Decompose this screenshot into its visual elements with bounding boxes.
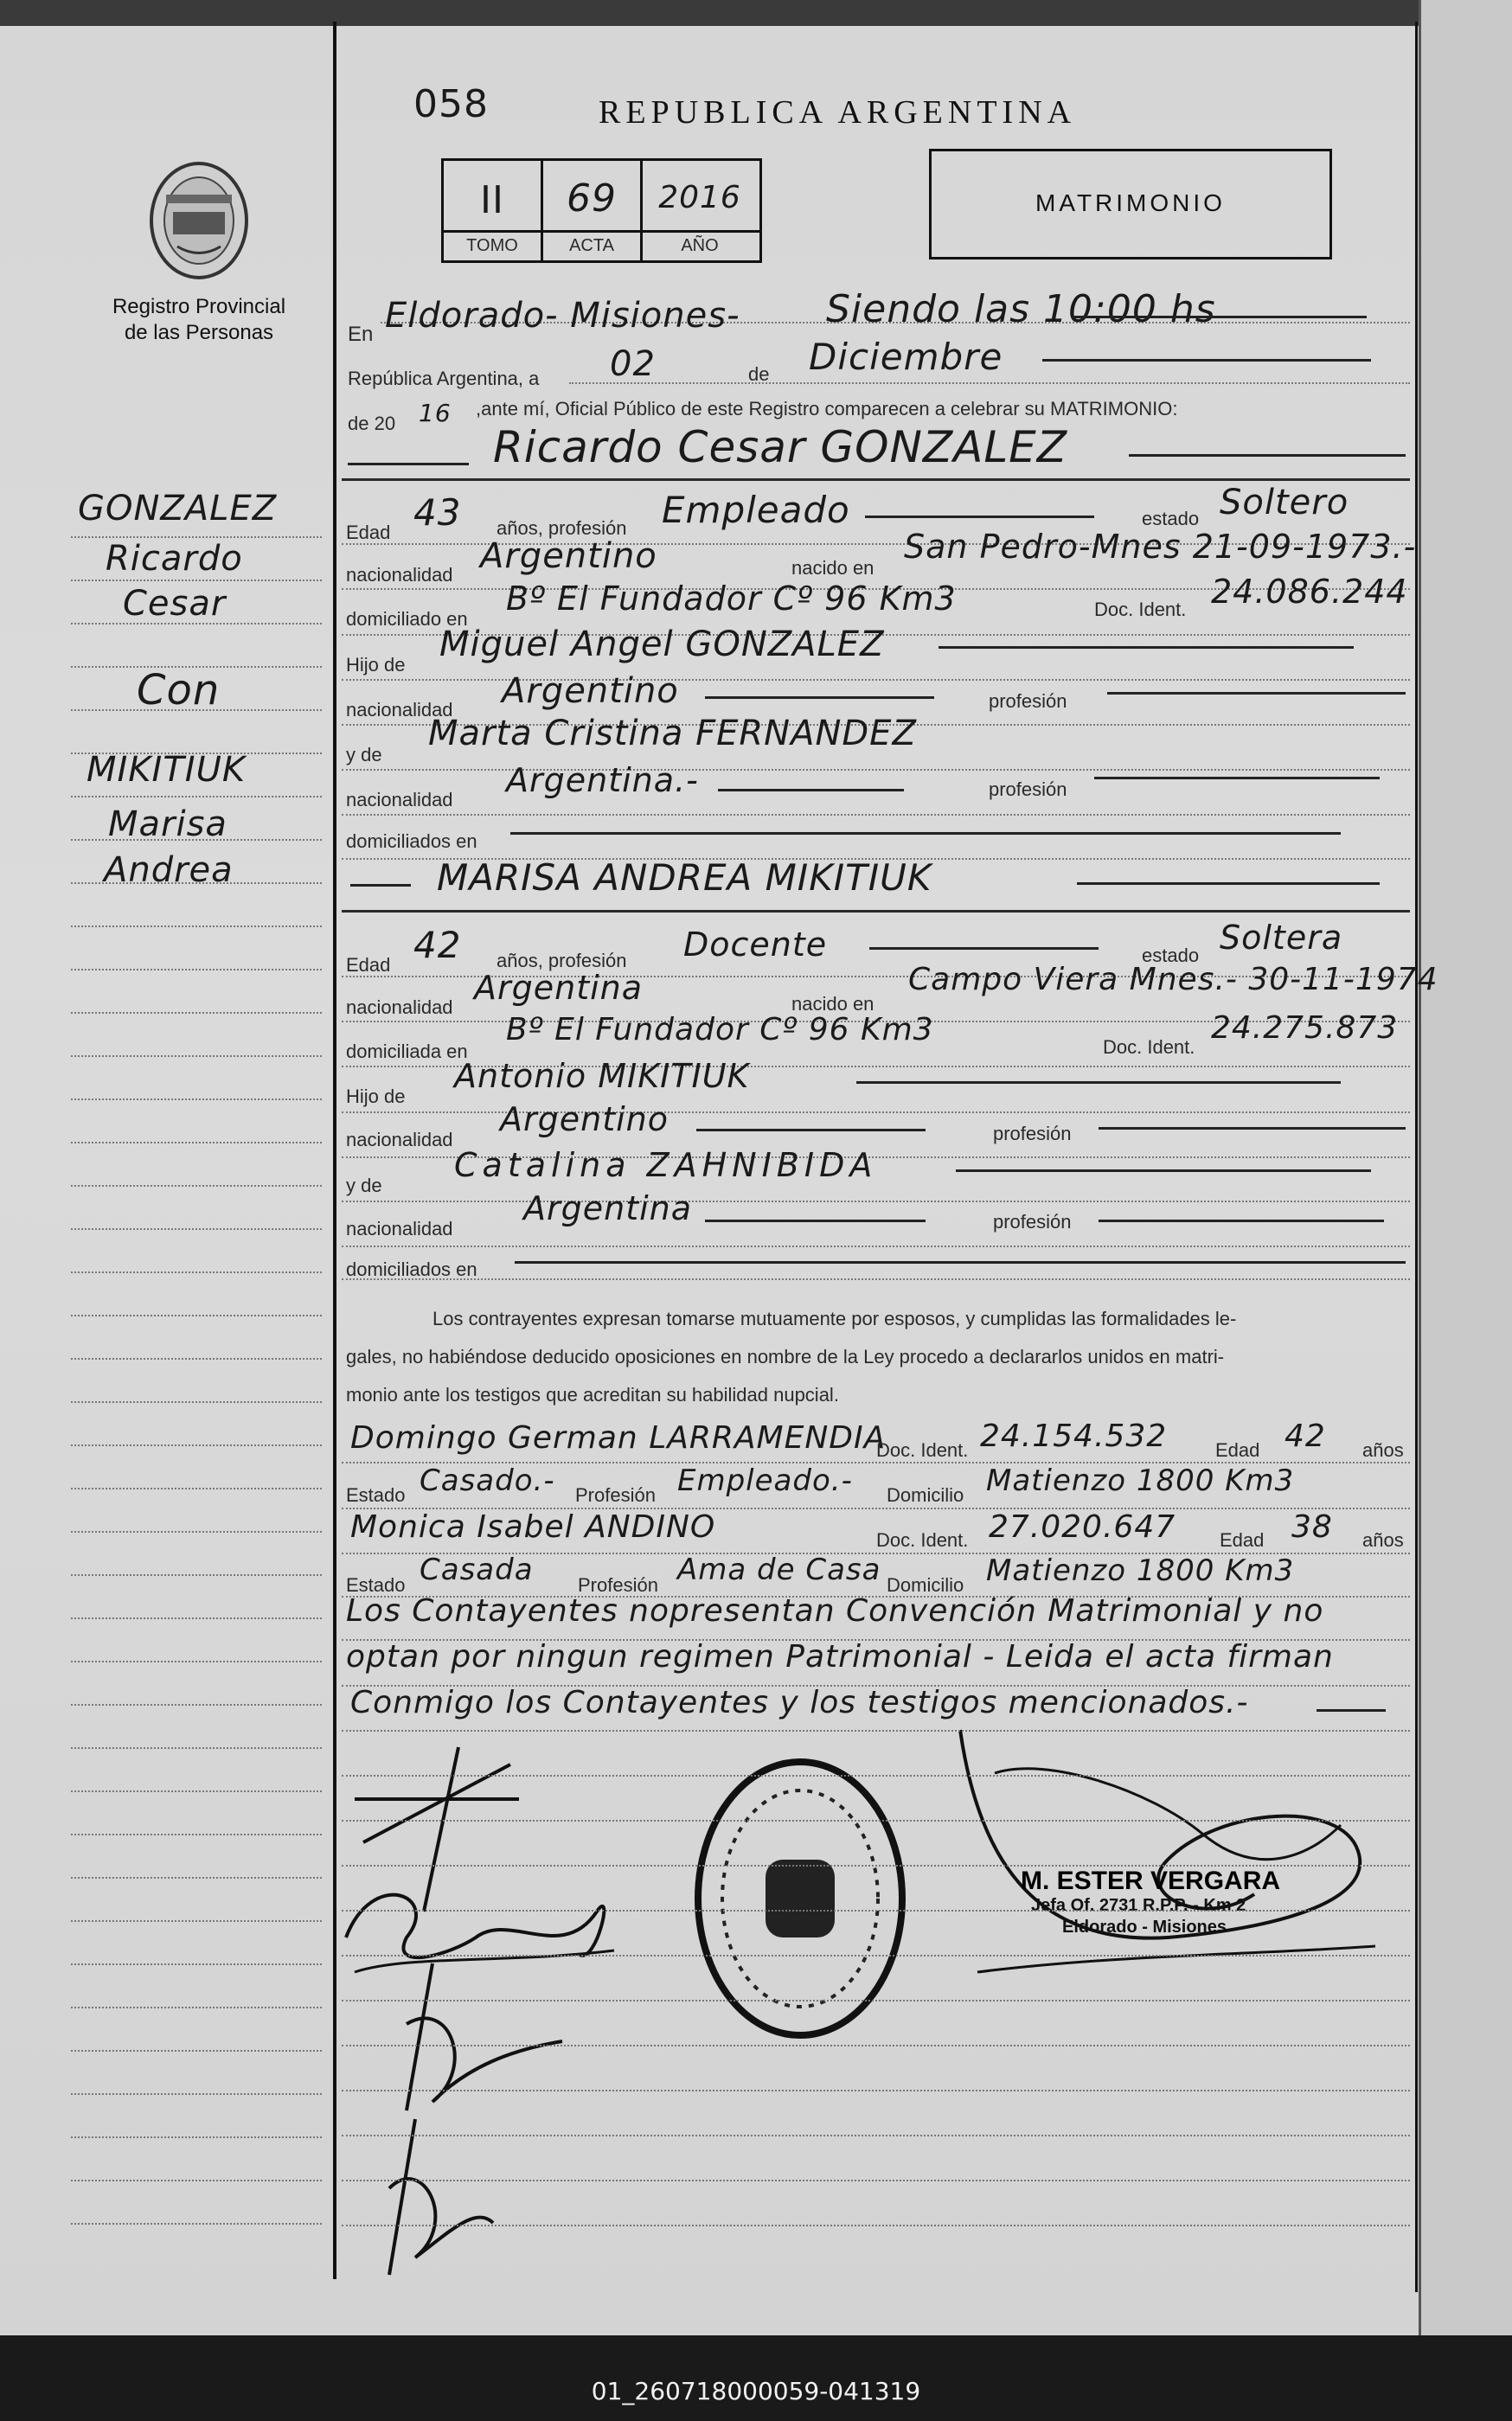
ruled-line	[342, 1910, 1410, 1912]
record-type: MATRIMONIO	[1035, 189, 1226, 216]
groom-nacionalidad-label: nacionalidad	[346, 564, 453, 586]
declaration-line-3: monio ante los testigos que acreditan su habilidad nupcial.	[346, 1384, 839, 1406]
tomo-value: II	[480, 178, 504, 222]
groom-domiciliados-label: domiciliados en	[346, 830, 477, 852]
page-number: 058	[413, 82, 489, 126]
groom-hijo-label: Hijo de	[346, 654, 406, 676]
witness-1-anos-label: años	[1362, 1439, 1404, 1461]
ruled-line	[71, 2180, 322, 2181]
declaration-line-1: Los contrayentes expresan tomarse mutuamente por esposos, y cumplidas las formalidades le-	[432, 1308, 1237, 1329]
ruled-line	[71, 1834, 322, 1835]
ceremony-time: Siendo las 10:00 hs	[826, 287, 1216, 331]
ruled-line	[71, 1142, 322, 1143]
witness-1-edad-label: Edad	[1215, 1439, 1260, 1461]
scan-top-edge	[0, 0, 1512, 26]
acta-value: 69	[567, 176, 617, 221]
bride-estado: Soltera	[1220, 919, 1343, 957]
anio-label: AÑO	[681, 236, 719, 255]
ruled-line	[71, 1920, 322, 1922]
groom-age: 43	[413, 491, 462, 534]
scan-right-edge	[1419, 0, 1512, 2335]
witness-2-doc-label: Doc. Ident.	[876, 1529, 969, 1551]
tomo-label: TOMO	[466, 236, 518, 255]
notes-line-3: Conmigo los Contayentes y los testigos mencionados.-	[350, 1685, 1249, 1720]
bride-father-prof-label: profesión	[993, 1123, 1072, 1144]
bride-birth: Campo Viera Mnes.- 30-11-1974	[908, 962, 1438, 997]
witness-2-estado: Casada	[420, 1553, 534, 1587]
ruled-line	[71, 666, 322, 668]
registry-line-2: de las Personas	[124, 321, 274, 344]
groom-mother-nat-label: nacionalidad	[346, 789, 453, 810]
ruled-line	[71, 839, 322, 841]
ruled-line	[71, 969, 322, 970]
witness-1-estado: Casado.-	[420, 1463, 555, 1498]
witness-1-profesion-label: Profesión	[575, 1484, 656, 1506]
margin-line: GONZALEZ	[78, 489, 278, 528]
witness-1-age: 42	[1285, 1419, 1326, 1454]
bride-domicilio-label: domiciliada en	[346, 1041, 468, 1062]
year-suffix: 16	[419, 399, 452, 427]
ruled-line	[342, 2045, 1410, 2046]
ruled-line	[342, 2180, 1410, 2181]
bride-profession: Docente	[683, 925, 828, 964]
bride-name: MARISA ANDREA MIKITIUK	[437, 856, 932, 899]
groom-address: Bº El Fundador Cº 96 Km3	[506, 580, 957, 618]
right-border	[1415, 22, 1418, 2292]
witness-2-profesion-label: Profesión	[578, 1574, 658, 1596]
groom-mother-nat: Argentina.-	[506, 761, 699, 799]
groom-profesion-label: años, profesión	[497, 517, 627, 539]
groom-nacido-label: nacido en	[791, 557, 875, 579]
ruled-line	[342, 1865, 1410, 1867]
ruled-line	[71, 1098, 322, 1100]
ruled-line	[71, 1704, 322, 1706]
ruled-line	[71, 1228, 322, 1230]
country-title: REPUBLICA ARGENTINA	[599, 94, 1077, 131]
bride-mother-prof-label: profesión	[993, 1211, 1072, 1233]
witness-2-address: Matienzo 1800 Km3	[986, 1553, 1295, 1588]
margin-separator	[333, 22, 336, 2279]
margin-line: Andrea	[104, 850, 234, 890]
ruled-line	[71, 1315, 322, 1316]
bride-mother-nat: Argentina	[523, 1189, 693, 1227]
ruled-line	[71, 1401, 322, 1403]
de-label: de	[748, 363, 770, 385]
ruled-line	[342, 1730, 1410, 1732]
ruled-line	[71, 623, 322, 624]
margin-line: Cesar	[123, 584, 227, 624]
bride-domiciliados-label: domiciliados en	[346, 1259, 477, 1280]
ruled-line	[71, 1747, 322, 1749]
registry-label	[86, 294, 311, 346]
official-signature	[943, 1721, 1393, 1998]
bride-profesion-label: años, profesión	[497, 950, 627, 971]
ceremony-month: Diciembre	[809, 336, 1003, 378]
ruled-line	[71, 925, 322, 927]
ceremony-day: 02	[610, 344, 656, 384]
ruled-line	[71, 753, 322, 754]
ruled-line	[71, 536, 322, 538]
ruled-line	[71, 2136, 322, 2138]
bride-nacido-label: nacido en	[791, 993, 875, 1015]
groom-mother-prof-label: profesión	[989, 778, 1067, 800]
year-prefix: de 20	[348, 413, 396, 434]
province-seal	[147, 160, 251, 281]
witness-2-age: 38	[1291, 1509, 1333, 1545]
ruled-line	[71, 1012, 322, 1014]
ruled-line	[71, 1444, 322, 1446]
ruled-line	[71, 1055, 322, 1057]
acta-label: ACTA	[569, 236, 614, 255]
witness-2-name: Monica Isabel ANDINO	[350, 1509, 716, 1545]
bride-hijo-label: Hijo de	[346, 1086, 406, 1107]
ruled-line	[71, 1531, 322, 1533]
anio-value: 2016	[658, 180, 741, 215]
bride-nationality: Argentina	[474, 969, 644, 1007]
ruled-line	[71, 1358, 322, 1360]
groom-estado-label: estado	[1142, 508, 1200, 529]
witness-1-doc-label: Doc. Ident.	[876, 1439, 969, 1461]
bride-doc: 24.275.873	[1211, 1010, 1399, 1046]
ruled-line	[342, 1775, 1410, 1777]
ruled-line	[71, 1488, 322, 1489]
witness-1-domicilio-label: Domicilio	[887, 1484, 964, 1506]
ruled-line	[71, 1790, 322, 1792]
witness-2-estado-label: Estado	[346, 1574, 406, 1596]
official-stamp-name: M. ESTER VERGARA	[1021, 1867, 1281, 1895]
groom-father-nat-label: nacionalidad	[346, 699, 453, 721]
groom-yde-label: y de	[346, 744, 382, 765]
bride-age: 42	[413, 924, 462, 966]
bride-father: Antonio MIKITIUK	[454, 1057, 750, 1095]
intro-statement: ,ante mí, Oficial Público de este Registro comparecen a celebrar su MATRIMONIO:	[476, 398, 1178, 420]
margin-line: MIKITIUK	[86, 750, 247, 790]
ruled-line	[71, 1617, 322, 1619]
groom-estado: Soltero	[1220, 483, 1349, 522]
groom-doc: 24.086.244	[1211, 573, 1408, 611]
ruled-line	[71, 1185, 322, 1187]
ruled-line	[71, 2093, 322, 2095]
notes-line-1: Los Contayentes nopresentan Convención Matrimonial y no	[346, 1593, 1324, 1629]
bride-nacionalidad-label: nacionalidad	[346, 996, 453, 1018]
official-stamp-place: Eldorado - Misiones	[1062, 1918, 1227, 1937]
margin-line: Marisa	[108, 804, 227, 844]
registry-line-1: Registro Provincial	[112, 295, 286, 318]
margin-line: Con	[137, 666, 221, 714]
groom-nationality: Argentino	[480, 536, 657, 576]
declaration-line-2: gales, no habiéndose deducido oposiciones en nombre de la Ley procedo a declararlos unidos en matri-	[346, 1346, 1225, 1367]
bride-estado-label: estado	[1142, 945, 1200, 966]
ruled-line	[342, 1955, 1410, 1957]
groom-domicilio-label: domiciliado en	[346, 608, 468, 630]
bride-father-nat-label: nacionalidad	[346, 1129, 453, 1150]
republica-label: República Argentina, a	[348, 368, 540, 389]
witness-1-name: Domingo German LARRAMENDIA	[350, 1420, 887, 1456]
groom-father-nat: Argentino	[502, 671, 679, 711]
ruled-line	[71, 709, 322, 711]
ruled-line	[71, 1963, 322, 1965]
witness-1-profession: Empleado.-	[677, 1463, 853, 1498]
bride-address: Bº El Fundador Cº 96 Km3	[506, 1012, 934, 1047]
witness-2-profession: Ama de Casa	[677, 1553, 881, 1587]
ceremony-place: Eldorado- Misiones-	[385, 296, 740, 336]
ruled-line	[71, 1271, 322, 1273]
ruled-line	[71, 2223, 322, 2225]
ruled-line	[71, 2007, 322, 2008]
ruled-line	[71, 2050, 322, 2052]
ruled-line	[342, 2090, 1410, 2091]
bride-mother-nat-label: nacionalidad	[346, 1218, 453, 1239]
official-stamp-title: Jefa Of. 2731 R.P.P. - Km 2	[1031, 1896, 1246, 1915]
witness-2-edad-label: Edad	[1220, 1529, 1265, 1551]
volume-box	[441, 158, 762, 263]
witness-2-domicilio-label: Domicilio	[887, 1574, 964, 1596]
witness-2-anos-label: años	[1362, 1529, 1404, 1551]
groom-father: Miguel Angel GONZALEZ	[439, 624, 885, 664]
ruled-line	[71, 796, 322, 797]
ruled-line	[342, 1820, 1410, 1822]
en-label: En	[348, 323, 374, 346]
ruled-line	[71, 882, 322, 884]
groom-profession: Empleado	[662, 489, 850, 531]
ruled-line	[71, 1877, 322, 1879]
ruled-line	[342, 2225, 1410, 2226]
ruled-line	[342, 2135, 1410, 2136]
ruled-line	[71, 1574, 322, 1576]
witness-1-doc: 24.154.532	[980, 1419, 1168, 1454]
ruled-line	[71, 1661, 322, 1662]
groom-doc-label: Doc. Ident.	[1094, 599, 1187, 620]
signatures	[337, 1739, 631, 2292]
footer-image-id: 01_260718000059-041319	[591, 2377, 921, 2405]
notes-line-2: optan por ningun regimen Patrimonial - Leida el acta firman	[346, 1639, 1334, 1675]
ruled-line	[342, 2000, 1410, 2001]
groom-father-prof-label: profesión	[989, 690, 1067, 712]
groom-edad-label: Edad	[346, 522, 391, 543]
bride-edad-label: Edad	[346, 954, 391, 976]
bride-doc-label: Doc. Ident.	[1103, 1036, 1195, 1058]
groom-name: Ricardo Cesar GONZALEZ	[493, 422, 1068, 472]
record-type-box	[929, 149, 1332, 259]
ruled-line	[71, 580, 322, 581]
witness-2-doc: 27.020.647	[989, 1509, 1176, 1545]
margin-line: Ricardo	[106, 539, 243, 579]
bride-mother: Catalina ZAHNIBIDA	[454, 1146, 878, 1184]
witness-1-address: Matienzo 1800 Km3	[986, 1463, 1295, 1498]
bride-yde-label: y de	[346, 1175, 382, 1196]
groom-mother: Marta Cristina FERNANDEZ	[428, 714, 917, 753]
bride-father-nat: Argentino	[500, 1100, 669, 1138]
groom-birth: San Pedro-Mnes 21-09-1973.-	[904, 528, 1417, 566]
official-seal	[692, 1756, 908, 2041]
witness-1-estado-label: Estado	[346, 1484, 406, 1506]
